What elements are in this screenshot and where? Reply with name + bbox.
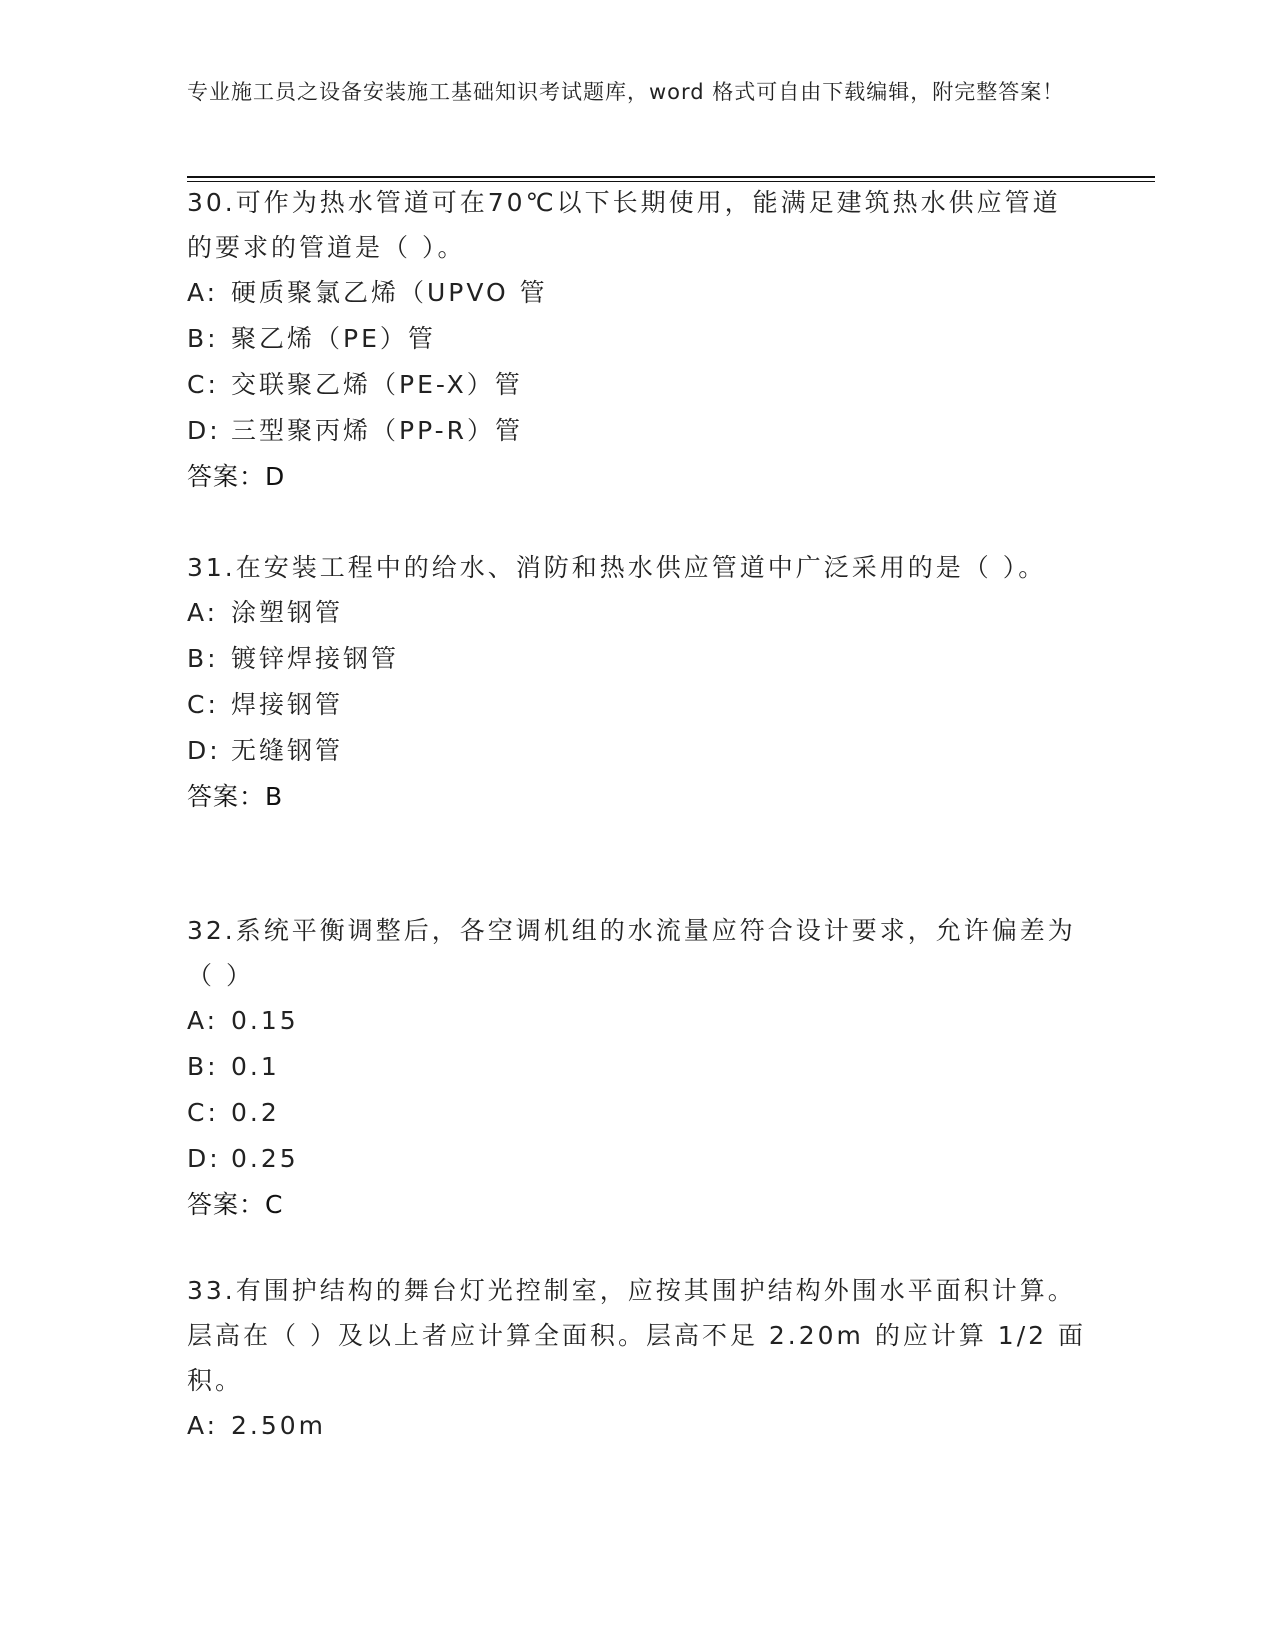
option-key: B: xyxy=(187,324,219,353)
option-text: 聚乙烯（PE）管 xyxy=(231,324,436,353)
option-key: C: xyxy=(187,690,219,719)
question-stem: 31.在安装工程中的给水、消防和热水供应管道中广泛采用的是（ ）。 xyxy=(187,553,1047,582)
option-c xyxy=(187,682,1087,728)
option-a xyxy=(187,270,1087,316)
option-text: 2.50m xyxy=(231,1411,327,1440)
option-text: 0.25 xyxy=(231,1144,299,1173)
option-key: B: xyxy=(187,1052,219,1081)
option-key: D: xyxy=(187,736,221,765)
option-text: 三型聚丙烯（PP-R）管 xyxy=(231,416,523,445)
option-text: 镀锌焊接钢管 xyxy=(231,644,400,673)
option-text: 涂塑钢管 xyxy=(231,598,344,627)
question-33 xyxy=(187,1268,1087,1449)
option-a xyxy=(187,590,1087,636)
document-header: 专业施工员之设备安装施工基础知识考试题库，word 格式可自由下载编辑，附完整答案！ xyxy=(187,80,1065,104)
option-text: 0.1 xyxy=(231,1052,280,1081)
question-stem: 33.有围护结构的舞台灯光控制室，应按其围护结构外围水平面积计算。层高在（ ）及以上者应计算全面积。层高不足 2.20m 的应计算 1/2 面积。 xyxy=(187,1276,1086,1395)
question-30 xyxy=(187,180,1087,500)
option-c xyxy=(187,362,1087,408)
option-text: 焊接钢管 xyxy=(231,690,344,719)
option-text: 交联聚乙烯（PE-X）管 xyxy=(231,370,523,399)
option-key: B: xyxy=(187,644,219,673)
answer-label: 答案：B xyxy=(187,782,284,811)
option-a xyxy=(187,1403,1087,1449)
option-text: 0.15 xyxy=(231,1006,299,1035)
question-32 xyxy=(187,908,1087,1228)
option-key: D: xyxy=(187,1144,221,1173)
option-b xyxy=(187,636,1087,682)
question-stem: 32.系统平衡调整后，各空调机组的水流量应符合设计要求，允许偏差为（ ） xyxy=(187,916,1076,990)
option-text: 0.2 xyxy=(231,1098,280,1127)
option-b xyxy=(187,316,1087,362)
option-b xyxy=(187,1044,1087,1090)
option-key: A: xyxy=(187,1006,219,1035)
answer-label: 答案：C xyxy=(187,1190,284,1219)
answer-label: 答案：D xyxy=(187,462,286,491)
option-text: 硬质聚氯乙烯（UPVO 管 xyxy=(231,278,548,307)
question-31 xyxy=(187,545,1087,820)
option-d xyxy=(187,408,1087,454)
question-stem: 30.可作为热水管道可在70℃以下长期使用，能满足建筑热水供应管道的要求的管道是（ ）。 xyxy=(187,188,1061,262)
option-c xyxy=(187,1090,1087,1136)
option-text: 无缝钢管 xyxy=(231,736,344,765)
option-key: A: xyxy=(187,598,219,627)
option-key: A: xyxy=(187,1411,219,1440)
option-key: A: xyxy=(187,278,219,307)
option-key: D: xyxy=(187,416,221,445)
option-key: C: xyxy=(187,1098,219,1127)
option-key: C: xyxy=(187,370,219,399)
option-d xyxy=(187,1136,1087,1182)
option-d xyxy=(187,728,1087,774)
header-divider-thick xyxy=(187,176,1155,178)
option-a xyxy=(187,998,1087,1044)
